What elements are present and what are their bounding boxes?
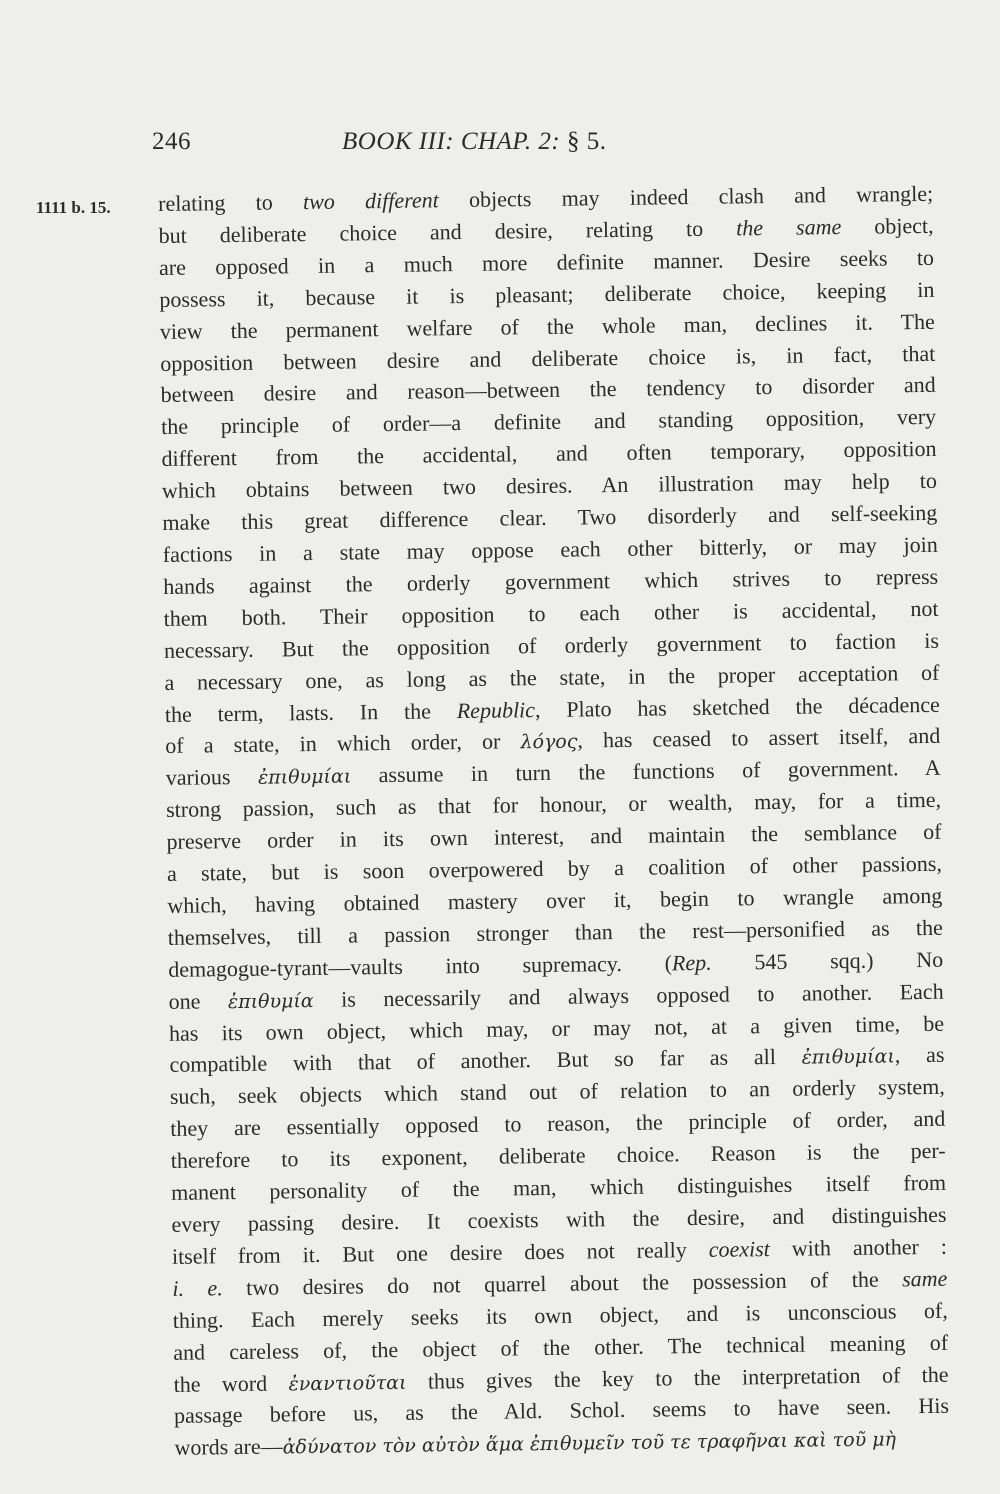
italic-phrase: two different [302, 187, 439, 215]
italic-phrase: same [901, 1265, 948, 1292]
text-run: therefore to its exponent, deliberate choice. Reason is the per- [170, 1137, 946, 1174]
running-head [342, 128, 606, 156]
greek-term: ἐπιθυμίαι [801, 1045, 895, 1070]
text-run: , has ceased to assert itself, and [577, 723, 941, 753]
text-run: a state, but is soon overpowered by a coalition of other passions, [166, 850, 943, 886]
text-run: the word [173, 1369, 289, 1397]
italic-phrase: Republic [456, 696, 536, 723]
greek-term: ἐπιθυμία [227, 989, 314, 1013]
text-run: are opposed in a much more definite manner. Desire seeks to [158, 244, 935, 280]
text-run: strong passion, such as that for honour, or wealth, may, for a time, [165, 787, 942, 823]
text-run: which obtains between two desires. An illustration may help to [161, 467, 938, 504]
text-run: one [168, 987, 229, 1014]
text-run: factions in a state may oppose each other bitterly, or may join [162, 531, 938, 567]
text-run: is necessarily and always opposed to another. Each [313, 978, 944, 1012]
italic-phrase: i. e. [172, 1275, 223, 1301]
page-number: 246 [152, 128, 191, 155]
text-run: make this great difference clear. Two disorderly and self-seeking [162, 499, 938, 536]
text-run: view the permanent welfare of the whole man, declines it. The [159, 308, 935, 344]
text-run: opposition between desire and deliberate choice is, in fact, that [160, 340, 936, 376]
text-run: compatible with that of another. But so far as all [169, 1044, 802, 1078]
text-run: , as [894, 1042, 945, 1068]
text-run: a necessary one, as long as the state, in the proper acceptation of [164, 659, 940, 695]
text-run: demagogue-tyrant—vaults into supremacy. ( [168, 950, 673, 982]
greek-term: ἀδύνατον τὸν αὐτὸν ἅμα ἐπιθυμεῖν τοῦ τε τραφῆναι καὶ τοῦ μὴ [282, 1428, 897, 1459]
text-run: two desires do not quarrel about the possession of the [222, 1266, 903, 1301]
greek-term: λόγος [520, 730, 578, 754]
text-run: possess it, because it is pleasant; deliberate choice, keeping in [159, 276, 935, 312]
text-run: of a state, in which order, or [165, 728, 521, 759]
greek-term: ἐπιθυμίαι [257, 765, 352, 790]
commentary-text [158, 178, 950, 1464]
text-run: manent personality of the man, which distinguishes itself from [170, 1169, 947, 1206]
text-run: them both. Their opposition to each other is accidental, not [163, 595, 939, 631]
greek-term: ἐναντιοῦται [288, 1371, 407, 1395]
text-run: 545 sqq.) No [711, 946, 944, 975]
text-run: but deliberate choice and desire, relating to [158, 215, 737, 248]
text-run: and careless of, the object of the other. The technical meaning of [173, 1329, 949, 1365]
text-run: various [165, 764, 259, 791]
italic-phrase: Rep. [671, 949, 712, 976]
text-run: necessary. But the opposition of orderly government to faction is [163, 627, 940, 663]
italic-phrase: coexist [708, 1235, 770, 1262]
italic-phrase: the same [735, 213, 842, 241]
text-run: with another : [769, 1233, 948, 1261]
text-run: which, having obtained mastery over it, begin to wrangle among [167, 882, 943, 918]
text-run: the principle of order—a definite and standing opposition, very [160, 404, 937, 440]
text-run: words are— [174, 1433, 283, 1461]
running-head-title: BOOK III: CHAP. 2: [342, 128, 561, 155]
text-run: such, seek objects which stand out of relation to an orderly system, [169, 1074, 945, 1110]
text-run: passage before us, as the Ald. Schol. seems to have seen. His [173, 1393, 950, 1429]
section-number: § 5. [566, 128, 607, 155]
text-run: has its own object, which may, or may not, at a given time, be [168, 1010, 945, 1046]
text-run: the term, lasts. In the [164, 697, 457, 727]
text-run: between desire and reason—between the tendency to disorder and [160, 372, 936, 408]
marginal-reference: 1111 b. 15. [36, 198, 111, 217]
text-run: hands against the orderly government which strives to repress [163, 563, 939, 599]
text-run: every passing desire. It coexists with the desire, and distinguishes [171, 1201, 947, 1237]
text-run: , Plato has sketched the décadence [534, 691, 940, 722]
text-run: relating to [158, 189, 304, 216]
text-run: thing. Each merely seeks its own object, and is unconscious of, [172, 1297, 948, 1333]
text-run: themselves, till a passion stronger than the rest—personified as the [167, 914, 943, 950]
text-run: preserve order in its own interest, and maintain the semblance of [166, 818, 942, 855]
page-header [152, 128, 712, 174]
text-run: assume in turn the functions of government. A [351, 755, 941, 788]
text-run: object, [841, 212, 934, 239]
text-run: thus gives the key to the interpretation of the [406, 1361, 949, 1394]
text-run: they are essentially opposed to reason, the principle of order, and [170, 1106, 946, 1142]
text-run: objects may indeed clash and wrangle; [438, 180, 934, 213]
text-run: different from the accidental, and often temporary, opposition [161, 436, 937, 472]
text-run: itself from it. But one desire does not really [171, 1236, 709, 1269]
